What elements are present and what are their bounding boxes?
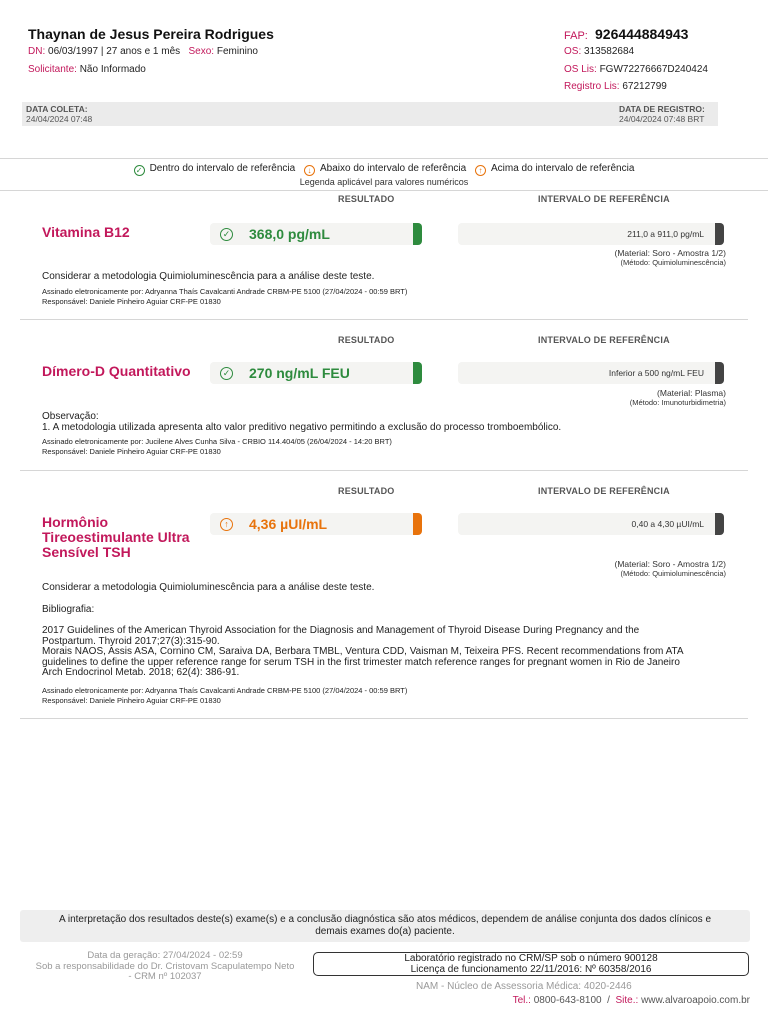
coleta-bar xyxy=(22,102,718,126)
sex-value: Feminino xyxy=(216,46,258,57)
patient-birth-sex-line xyxy=(28,46,258,57)
registro-date-label: DATA DE REGISTRO: xyxy=(619,104,705,114)
legend-note: Legenda aplicável para valores numéricos xyxy=(299,177,469,187)
responsible-text: Responsável: Daniele Pinheiro Aguiar CRF-PE 01830 xyxy=(42,696,221,705)
method-text: (Método: Imunoturbidimetria) xyxy=(629,398,726,407)
legend xyxy=(0,163,768,176)
bibliography-text: 2017 Guidelines of the American Thyroid Association for the Diagnosis and Management of Thyroid Disease During Pregnancy and the Postpartum. Thyroid 2017;27(3):315-90. Morais NAOS, Assis ASA, Cornino CM, Saraiva DA, Berbara TMBL, Ventura CDD, Vaisman M, Teixeira PFS. Recent recommendations from ATA guidelines to define the upper reference range for serum TSH in the first trimester match reference ranges for pregnant women in Rio de Janeiro Arch Endocrinol Metab. 2018; 62(4): 386-91. xyxy=(42,625,684,678)
dn-label: DN: xyxy=(28,46,46,57)
os-line xyxy=(564,46,634,57)
os-lis-label: OS Lis: xyxy=(564,64,597,75)
fap-value: 926444884943 xyxy=(595,26,689,42)
divider xyxy=(20,718,748,719)
signature-text: Assinado eletronicamente por: Jucilene Alves Cunha Silva - CRBIO 114.404/05 (26/04/2024 - 14:20 BRT) xyxy=(42,437,392,446)
divider xyxy=(0,158,768,159)
registro-lis-line xyxy=(564,81,667,92)
dn-value: 06/03/1997 | 27 anos e 1 mês xyxy=(48,46,181,57)
exam-name: Vitamina B12 xyxy=(42,224,130,240)
nam-contact: NAM - Núcleo de Assessoria Médica: 4020-2446 xyxy=(416,981,632,992)
coleta-label: DATA COLETA: xyxy=(26,104,88,114)
arrow-up-circle-icon: ↑ xyxy=(475,165,486,176)
exam-name: Hormônio Tireoestimulante Ultra Sensível TSH xyxy=(42,514,190,560)
sex-label: Sexo: xyxy=(188,46,215,57)
responsible-text: Responsável: Daniele Pinheiro Aguiar CRF-PE 01830 xyxy=(42,447,221,456)
signature-text: Assinado eletronicamente por: Adryanna Thaís Cavalcanti Andrade CRBM-PE 5100 (27/04/2024 - 00:59 BRT) xyxy=(42,287,408,296)
result-box xyxy=(210,362,422,384)
fap-label: FAP: xyxy=(564,30,588,42)
solicitante-label: Solicitante: xyxy=(28,64,77,75)
divider xyxy=(20,319,748,320)
reference-value: Inferior a 500 ng/mL FEU xyxy=(608,368,704,378)
exam-note: Considerar a metodologia Quimioluminescência para a análise deste teste. xyxy=(42,271,375,282)
material-text: (Material: Soro - Amostra 1/2) xyxy=(614,248,726,258)
result-box xyxy=(210,223,422,245)
lab-registration-box: Laboratório registrado no CRM/SP sob o número 900128 Licença de funcionamento 22/11/2016: Nº 60358/2016 xyxy=(313,952,749,976)
method-text: (Método: Quimioluminescência) xyxy=(620,569,726,578)
tel-value[interactable]: 0800-643-8100 xyxy=(533,995,602,1006)
responsible-text: Responsável: Daniele Pinheiro Aguiar CRF-PE 01830 xyxy=(42,297,221,306)
check-circle-icon: ✓ xyxy=(134,165,145,176)
legend-within: ✓ Dentro do intervalo de referência xyxy=(134,163,296,176)
check-circle-icon: ✓ xyxy=(220,228,233,241)
reference-bar xyxy=(715,513,724,535)
solicitante-line xyxy=(28,64,146,75)
status-bar xyxy=(413,223,422,245)
result-header: RESULTADO xyxy=(338,194,395,204)
reference-header: INTERVALO DE REFERÊNCIA xyxy=(538,335,670,345)
result-header: RESULTADO xyxy=(338,335,395,345)
material-text: (Material: Plasma) xyxy=(657,388,726,398)
os-lis-line xyxy=(564,64,708,75)
material-text: (Material: Soro - Amostra 1/2) xyxy=(614,559,726,569)
legend-below: ↓ Abaixo do intervalo de referência xyxy=(304,163,466,176)
solicitante-value: Não Informado xyxy=(79,64,146,75)
os-value: 313582684 xyxy=(584,46,635,57)
result-value: 4,36 µUI/mL xyxy=(249,516,328,532)
exam-note: Considerar a metodologia Quimioluminescência para a análise deste teste. xyxy=(42,582,375,593)
site-link[interactable]: www.alvaroapoio.com.br xyxy=(641,995,750,1006)
reference-value: 211,0 a 911,0 pg/mL xyxy=(627,229,704,239)
arrow-up-circle-icon: ↑ xyxy=(220,518,233,531)
reference-bar xyxy=(715,223,724,245)
result-value: 368,0 pg/mL xyxy=(249,226,330,242)
result-box xyxy=(210,513,422,535)
status-bar xyxy=(413,362,422,384)
legend-above: ↑ Acima do intervalo de referência xyxy=(475,163,634,176)
reference-header: INTERVALO DE REFERÊNCIA xyxy=(538,194,670,204)
divider xyxy=(20,470,748,471)
reference-box xyxy=(458,362,724,384)
arrow-down-circle-icon: ↓ xyxy=(304,165,315,176)
registro-date-value: 24/04/2024 07:48 BRT xyxy=(619,114,705,124)
reference-box xyxy=(458,223,724,245)
patient-name: Thaynan de Jesus Pereira Rodrigues xyxy=(28,26,274,42)
coleta-value: 24/04/2024 07:48 xyxy=(26,114,93,124)
site-label: Site.: xyxy=(615,995,639,1006)
registro-lis-value: 67212799 xyxy=(622,81,667,92)
generation-info: Data da geração: 27/04/2024 - 02:59 Sob a responsabilidade do Dr. Cristovam Scapulatempo Neto - CRM nº 102037 xyxy=(35,950,295,982)
reference-value: 0,40 a 4,30 µUI/mL xyxy=(631,519,704,529)
contact-line: Tel.: 0800-643-8100 / Site.: www.alvaroapoio.com.br xyxy=(512,995,750,1006)
reference-header: INTERVALO DE REFERÊNCIA xyxy=(538,486,670,496)
signature-text: Assinado eletronicamente por: Adryanna Thaís Cavalcanti Andrade CRBM-PE 5100 (27/04/2024 - 00:59 BRT) xyxy=(42,686,408,695)
result-header: RESULTADO xyxy=(338,486,395,496)
result-value: 270 ng/mL FEU xyxy=(249,365,350,381)
reference-bar xyxy=(715,362,724,384)
exam-name: Dímero-D Quantitativo xyxy=(42,363,191,379)
disclaimer: A interpretação dos resultados deste(s) exame(s) e a conclusão diagnóstica são atos médicos, dependem de análise conjunta dos dados clínicos e demais exames do(a) paciente. xyxy=(20,910,750,942)
status-bar xyxy=(413,513,422,535)
divider xyxy=(0,190,768,191)
tel-label: Tel.: xyxy=(512,995,531,1006)
reference-box xyxy=(458,513,724,535)
method-text: (Método: Quimioluminescência) xyxy=(620,258,726,267)
check-circle-icon: ✓ xyxy=(220,367,233,380)
os-label: OS: xyxy=(564,46,582,57)
registro-lis-label: Registro Lis: xyxy=(564,81,620,92)
observation-text: 1. A metodologia utilizada apresenta alto valor preditivo negativo permitindo a exclusão do processo tromboembólico. xyxy=(42,422,562,433)
bibliography-title: Bibliografia: xyxy=(42,604,95,615)
os-lis-value: FGW72276667D240424 xyxy=(599,64,708,75)
observation-title: Observação: xyxy=(42,411,99,422)
